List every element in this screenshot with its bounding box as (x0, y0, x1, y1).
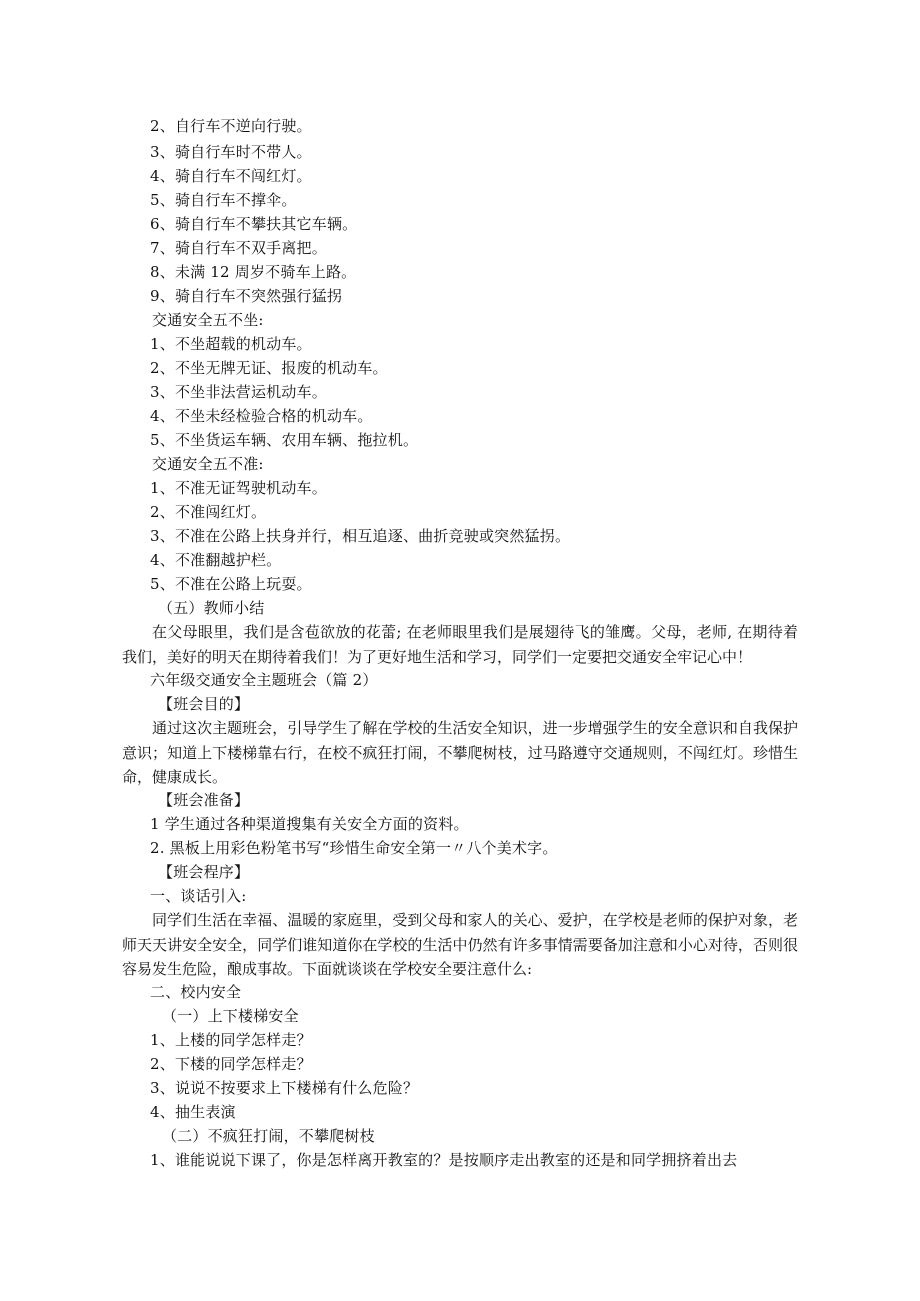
procedure-heading: 【班会程序】 (158, 863, 250, 881)
intro-heading: 一、谈话引入: (150, 887, 247, 905)
preparation-item: 1 学生通过各种渠道搜集有关安全方面的资料。 (150, 815, 469, 833)
bike-rule-item: 5、骑自行车不撑伞。 (150, 191, 297, 209)
five-no-ride-item: 4、不坐未经检验合格的机动车。 (150, 407, 373, 425)
bike-rule-item: 2、自行车不逆向行驶。 (150, 117, 312, 135)
no-fight-heading: （二）不疯狂打闹，不攀爬树枝 (162, 1127, 375, 1145)
purpose-text: 通过这次主题班会，引导学生了解在学校的生活安全知识，进一步增强学生的安全意识和自我保护意识；知道上下楼梯靠右行，在校不疯狂打闹，不攀爬树枝，过马路遵守交通规则，不闯红灯。珍惜生命，健康成长。 (122, 719, 798, 786)
teacher-summary-heading: （五）教师小结 (158, 599, 265, 617)
five-no-ride-heading: 交通安全五不坐: (152, 311, 264, 329)
five-no-ride-item: 3、不坐非法营运机动车。 (150, 383, 327, 401)
bike-rule-item: 6、骑自行车不攀扶其它车辆。 (150, 215, 358, 233)
stairs-item: 4、抽生表演 (150, 1103, 236, 1121)
intro-text: 同学们生活在幸福、温暖的家庭里，受到父母和家人的关心、爱护，在学校是老师的保护对象，老师天天讲安全安全，同学们谁知道你在学校的生活中仍然有许多事情需要备加注意和小心对待，否则很容易发生危险，酿成事故。下面就谈谈在学校安全要注意什么: (122, 911, 798, 978)
bike-rule-item: 9、骑自行车不突然强行猛拐 (150, 287, 343, 305)
no-fight-item: 1、谁能说说下课了，你是怎样离开教室的？是按顺序走出教室的还是和同学拥挤着出去 (150, 1151, 738, 1169)
bike-rule-item: 8、未满 12 周岁不骑车上路。 (150, 263, 357, 281)
five-no-allow-item: 3、不准在公路上扶身并行，相互追逐、曲折竞驶或突然猛拐。 (150, 527, 571, 545)
five-no-ride-item: 5、不坐货运车辆、农用车辆、拖拉机。 (150, 431, 419, 449)
stairs-item: 1、上楼的同学怎样走？ (150, 1031, 312, 1049)
five-no-ride-item: 2、不坐无牌无证、报废的机动车。 (150, 359, 388, 377)
teacher-summary-text: 在父母眼里，我们是含苞欲放的花蕾; 在老师眼里我们是展翅待飞的雏鹰。父母，老师, 在期待着我们，美好的明天在期待着我们！为了更好地生活和学习，同学们一定要把交通安全牢记心中！ (122, 623, 798, 666)
bike-rule-item: 7、骑自行车不双手离把。 (150, 239, 327, 257)
stairs-safety-heading: （一）上下楼梯安全 (162, 1007, 299, 1025)
bike-rule-item: 4、骑自行车不闯红灯。 (150, 167, 312, 185)
purpose-heading: 【班会目的】 (158, 695, 250, 713)
stairs-item: 2、下楼的同学怎样走？ (150, 1055, 312, 1073)
five-no-allow-item: 5、不准在公路上玩耍。 (150, 575, 312, 593)
five-no-ride-item: 1、不坐超载的机动车。 (150, 335, 312, 353)
stairs-item: 3、说说不按要求上下楼梯有什么危险？ (150, 1079, 419, 1097)
five-no-allow-item: 1、不准无证驾驶机动车。 (150, 479, 327, 497)
school-safety-heading: 二、校内安全 (150, 983, 242, 1001)
five-no-allow-item: 2、不准闯红灯。 (150, 503, 267, 521)
five-no-allow-heading: 交通安全五不准: (152, 455, 264, 473)
preparation-heading: 【班会准备】 (158, 791, 250, 809)
bike-rule-item: 3、骑自行车时不带人。 (150, 143, 312, 161)
preparation-item: 2. 黑板上用彩色粉笔书写“珍惜生命安全第一〃八个美术字。 (150, 839, 558, 857)
five-no-allow-item: 4、不准翻越护栏。 (150, 551, 282, 569)
section-title: 六年级交通安全主题班会（篇 2） (150, 671, 378, 689)
